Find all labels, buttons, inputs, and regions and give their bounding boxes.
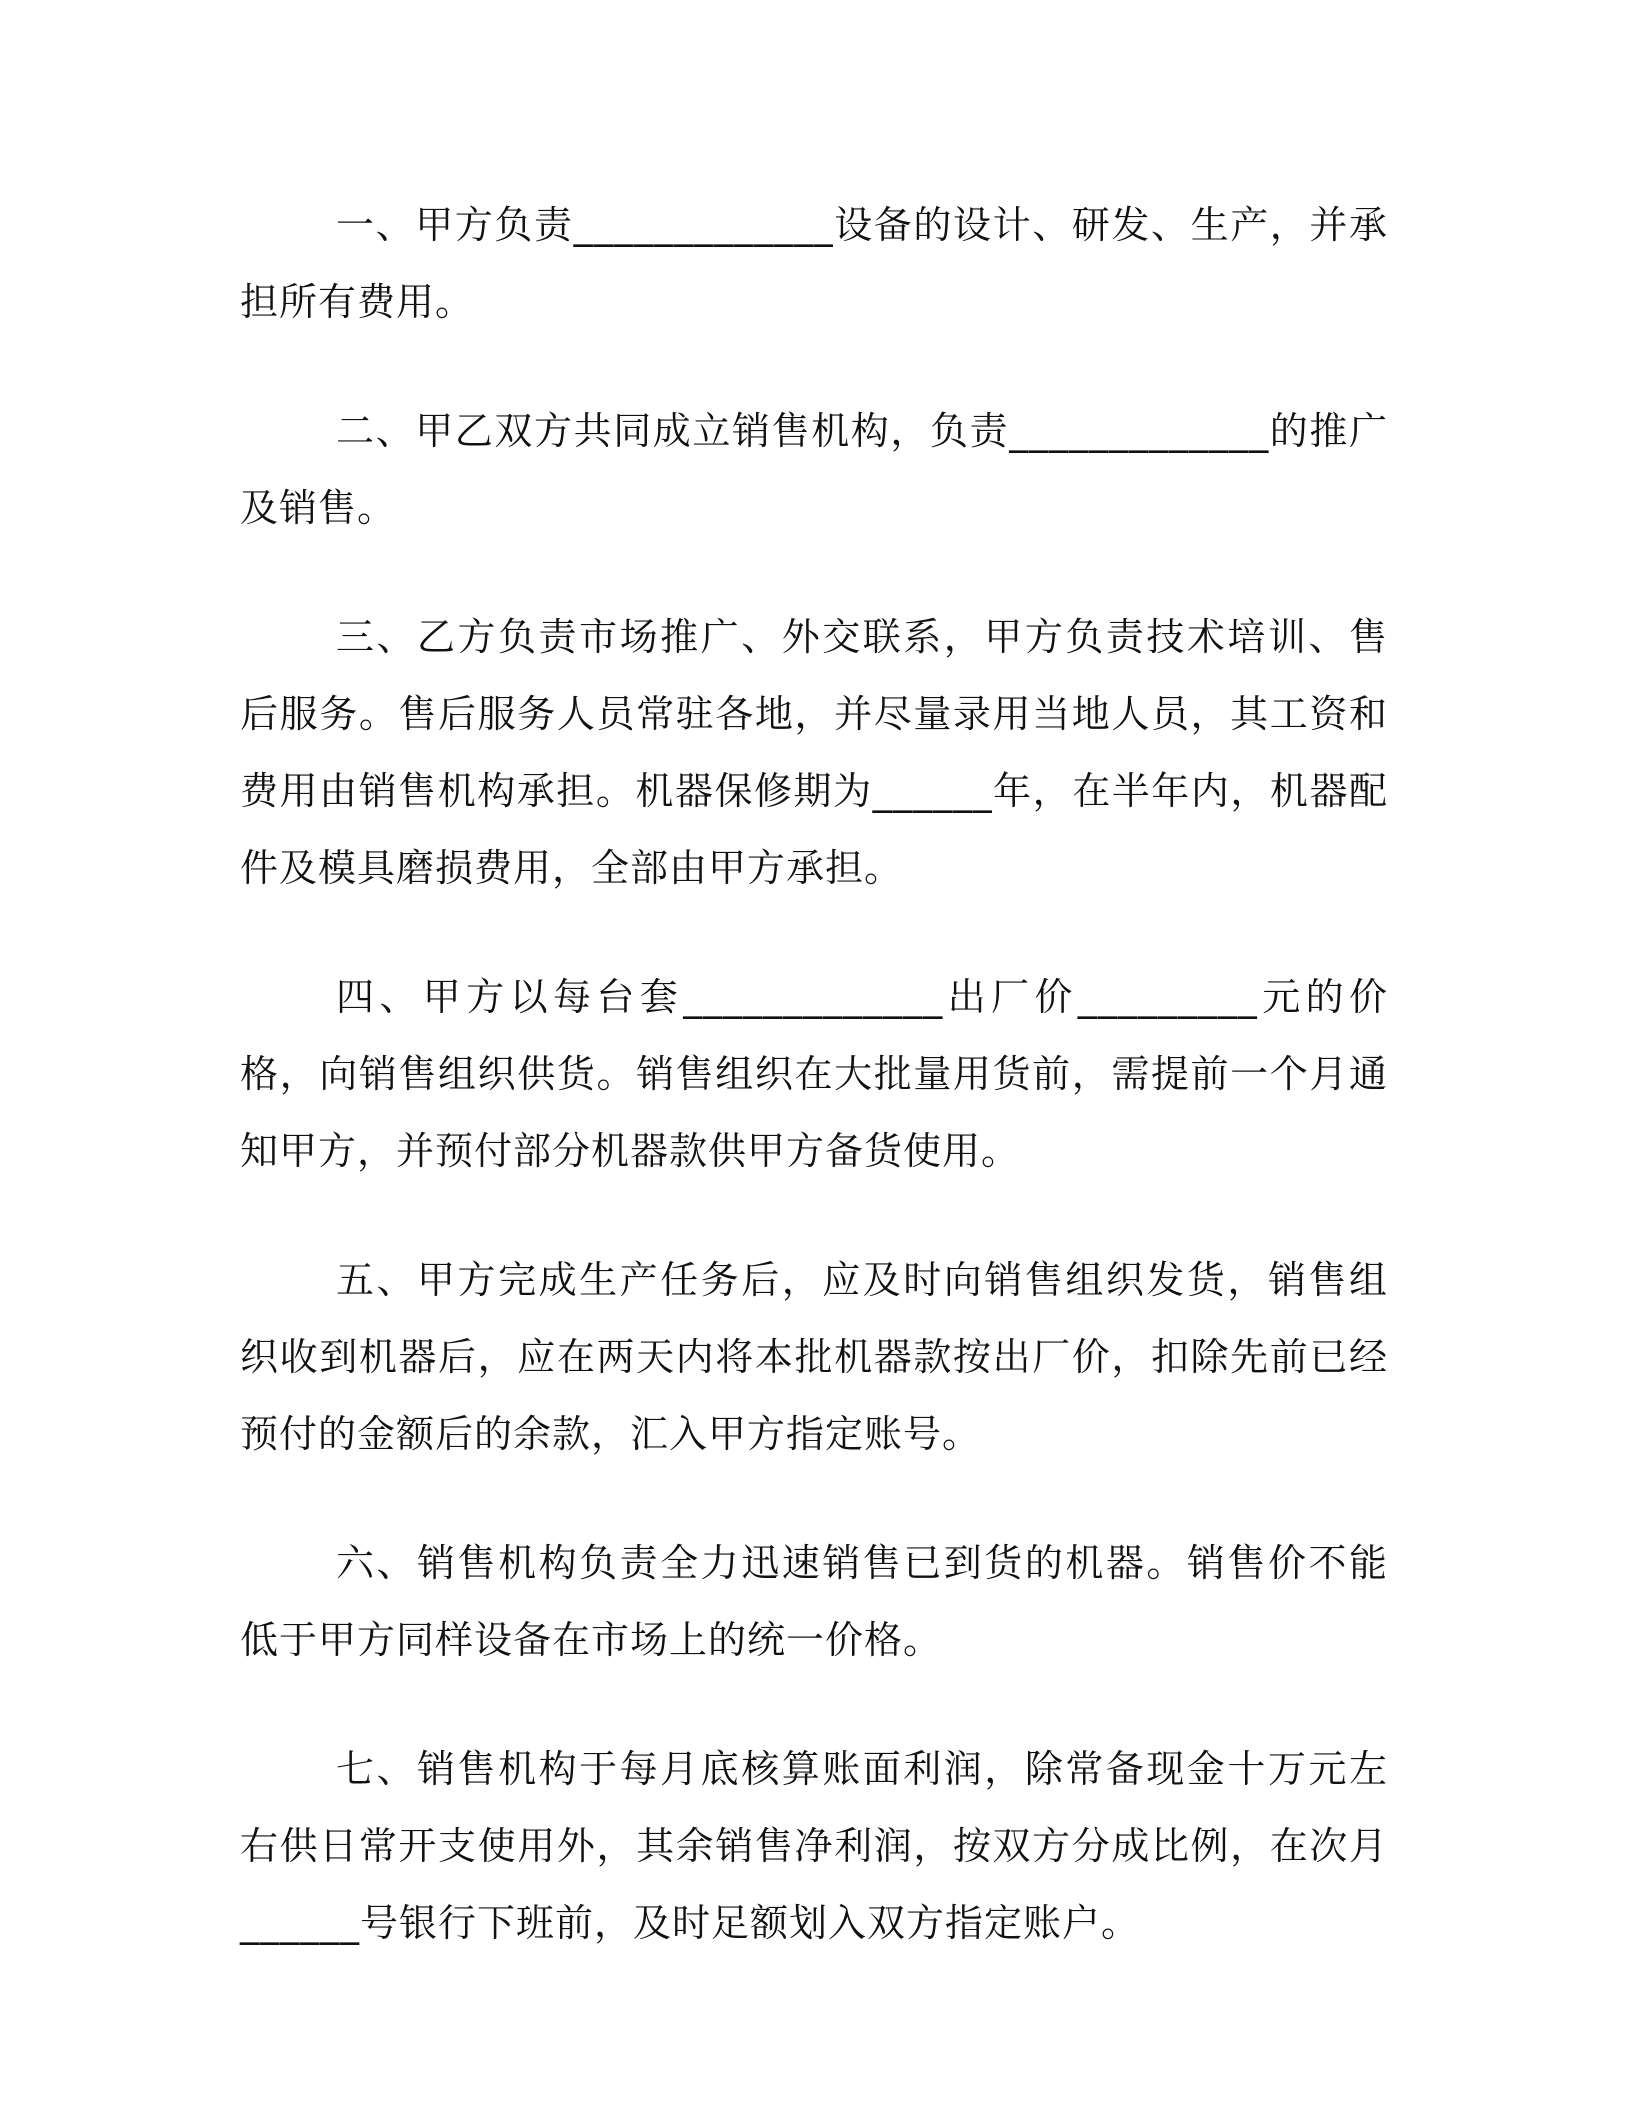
clause-1: 一、甲方负责_____________设备的设计、研发、生产，并承担所有费用。 xyxy=(240,203,1388,324)
clause-6: 六、销售机构负责全力迅速销售已到货的机器。销售价不能低于甲方同样设备在市场上的统一价格。 xyxy=(240,1541,1388,1662)
clause-2: 二、甲乙双方共同成立销售机构，负责_____________的推广及销售。 xyxy=(240,409,1388,530)
clause-4: 四、甲方以每台套_____________出厂价_________元的价格，向销售组织供货。销售组织在大批量用货前，需提前一个月通知甲方，并预付部分机器款供甲方备货使用。 xyxy=(240,975,1388,1173)
clause-7: 七、销售机构于每月底核算账面利润，除常备现金十万元左右供日常开支使用外，其余销售净利润，按双方分成比例，在次月______号银行下班前，及时足额划入双方指定账户。 xyxy=(240,1747,1388,1945)
clause-5: 五、甲方完成生产任务后，应及时向销售组织发货，销售组织收到机器后，应在两天内将本批机器款按出厂价，扣除先前已经预付的金额后的余款，汇入甲方指定账号。 xyxy=(240,1258,1388,1456)
contract-body xyxy=(240,187,1388,1962)
clause-3: 三、乙方负责市场推广、外交联系，甲方负责技术培训、售后服务。售后服务人员常驻各地，并尽量录用当地人员，其工资和费用由销售机构承担。机器保修期为______年，在半年内，机器配件及模具磨损费用，全部由甲方承担。 xyxy=(240,615,1388,890)
